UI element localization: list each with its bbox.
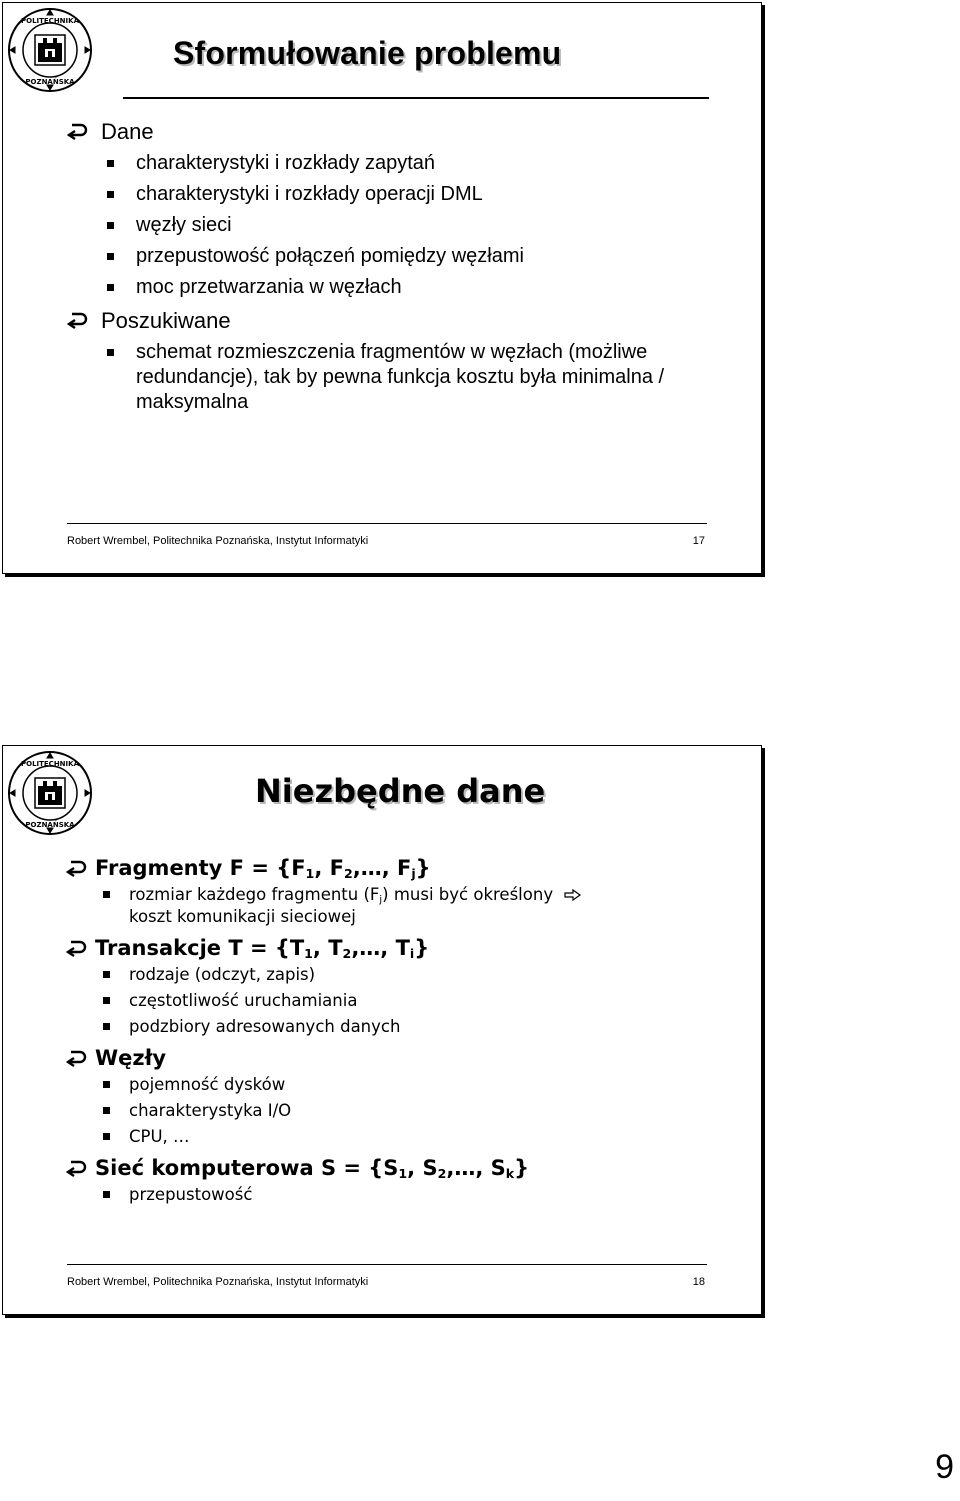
svg-text:POLITECHNIKA: POLITECHNIKA [20, 17, 80, 25]
section-transakcje: Transakcje $T = \{T_1$, $T_2,\dots$, $T_i$} [3, 932, 761, 964]
slide-content [3, 117, 761, 421]
square-bullet-icon [107, 284, 114, 291]
section-poszukiwane [3, 306, 761, 340]
square-bullet-icon [103, 971, 110, 978]
list-item: schemat rozmieszczenia fragmentów w węzłach (możliwe redundancje), tak by pewna funkcja kosztu była minimalna / maksymalna [3, 340, 666, 415]
footer-author: Robert Wrembel, Politechnika Poznańska, Instytut Informatyki [67, 535, 369, 547]
list-item: podzbiory adresowanych danych [3, 1016, 761, 1037]
square-bullet-icon [107, 191, 114, 198]
slide-content [3, 852, 761, 1210]
section-heading: Poszukiwane [101, 308, 231, 333]
square-bullet-icon [103, 891, 110, 898]
list-item: pojemność dysków [3, 1074, 761, 1095]
university-logo [7, 7, 93, 93]
svg-text:POZNAŃSKA: POZNAŃSKA [25, 821, 75, 829]
university-logo [7, 750, 93, 836]
section-dane [3, 117, 761, 151]
svg-text:POLITECHNIKA: POLITECHNIKA [20, 760, 80, 768]
list-item: charakterystyka I/O [3, 1100, 761, 1121]
list-item: rozmiar każdego fragmentu $(F_j)$ musi być określony koszt komunikacji sieciowej [3, 884, 761, 927]
square-bullet-icon [107, 253, 114, 260]
page-number: 9 [935, 1448, 954, 1486]
square-bullet-icon [103, 1133, 110, 1140]
curved-arrow-icon [66, 1158, 90, 1178]
slide-title: Sformułowanie problemu [173, 35, 562, 71]
curved-arrow-icon [67, 121, 91, 141]
list-item: charakterystyki i rozkłady zapytań [3, 151, 761, 176]
list-item: węzły sieci [3, 213, 761, 238]
list-item: charakterystyki i rozkłady operacji DML [3, 182, 761, 207]
footer-author: Robert Wrembel, Politechnika Poznańska, Instytut Informatyki [67, 1276, 369, 1288]
section-siec: Sieć komputerowa $S = \{S_1$, $S_2,\dots$, $S_k$} [3, 1152, 761, 1184]
footer-rule [67, 523, 707, 524]
curved-arrow-icon [66, 938, 90, 958]
square-bullet-icon [107, 349, 114, 356]
square-bullet-icon [103, 1023, 110, 1030]
section-heading: Dane [101, 119, 154, 144]
square-bullet-icon [103, 1107, 110, 1114]
list-item: przepustowość połączeń pomiędzy węzłami [3, 244, 761, 269]
list-item: rodzaje (odczyt, zapis) [3, 964, 761, 985]
curved-arrow-icon [66, 1048, 90, 1068]
title-rule [123, 97, 709, 99]
list-item: moc przetwarzania w węzłach [3, 275, 761, 300]
section-fragmenty: Fragmenty $F = \{F_1$, $F_2,\dots$, $F_j$} [3, 852, 761, 884]
section-wezly: Węzły [3, 1042, 761, 1074]
slide-title: Niezbędne dane [255, 772, 546, 810]
square-bullet-icon [107, 160, 114, 167]
slide-number: 17 [692, 535, 705, 547]
footer-rule [67, 1264, 707, 1265]
slide-18 [2, 745, 762, 1315]
svg-text:POZNAŃSKA: POZNAŃSKA [25, 78, 75, 86]
square-bullet-icon [107, 222, 114, 229]
slide-number: 18 [692, 1276, 705, 1288]
hollow-arrow-icon [564, 885, 582, 906]
square-bullet-icon [103, 1081, 110, 1088]
list-item: CPU, … [3, 1126, 761, 1147]
curved-arrow-icon [66, 858, 90, 878]
list-item: przepustowość [3, 1184, 761, 1205]
slide-17 [2, 2, 762, 574]
square-bullet-icon [103, 997, 110, 1004]
curved-arrow-icon [67, 310, 91, 330]
list-item: częstotliwość uruchamiania [3, 990, 761, 1011]
square-bullet-icon [103, 1191, 110, 1198]
